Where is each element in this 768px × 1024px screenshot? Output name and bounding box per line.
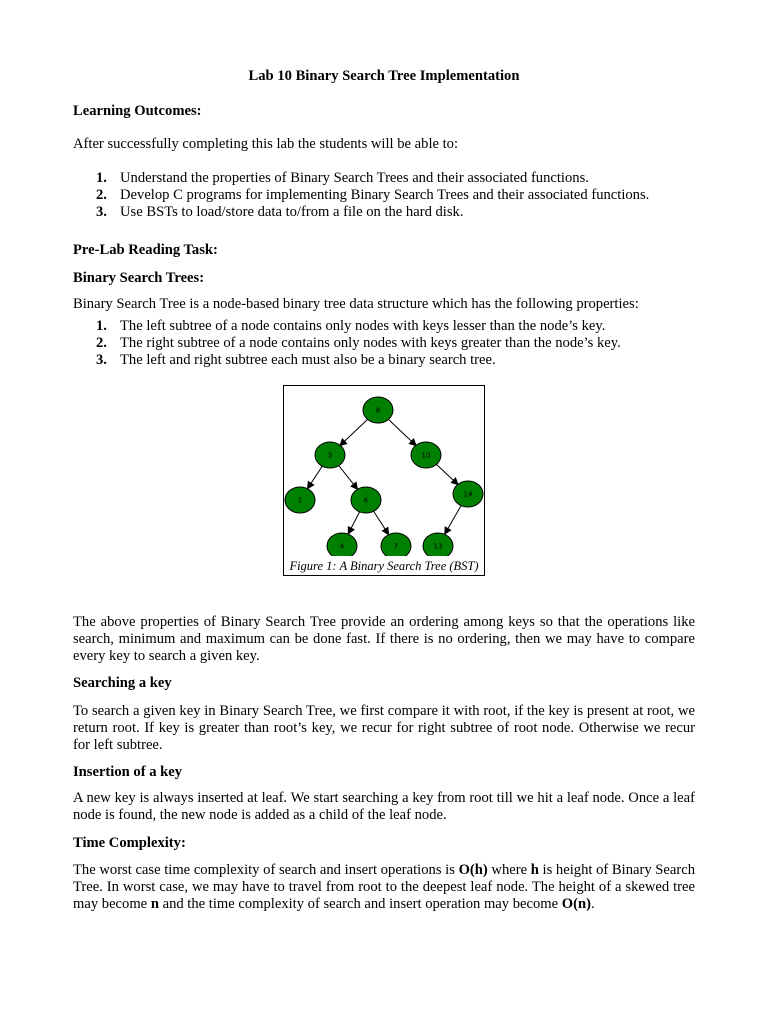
tree-node-10: [411, 442, 441, 468]
list-item: [73, 170, 695, 187]
tree-node-1: [285, 487, 315, 513]
tree-edge-8-3: [340, 419, 368, 446]
tree-node-14: [453, 481, 483, 507]
bst-properties-list: [73, 318, 695, 369]
list-number: 1.: [96, 170, 107, 186]
list-text: Develop C programs for implementing Binary Search Trees and their associated functions.: [120, 187, 650, 203]
tree-node-8: [363, 397, 393, 423]
bold-run: h: [530, 862, 539, 878]
tree-node-13: [423, 533, 453, 556]
tree-node-label: 6: [363, 496, 369, 505]
bst-intro: Binary Search Tree is a node-based binary tree data structure which has the following properties:: [73, 296, 639, 312]
list-number: 3.: [96, 204, 107, 220]
bold-run: n: [150, 896, 159, 912]
tree-node-label: 13: [433, 542, 443, 551]
bst-subheading: Binary Search Trees:: [73, 270, 205, 286]
text-run: is height of Binary Search Tree. In worst case, we may have to travel from root to the deepest leaf node. The height of a skewed tree may become: [73, 862, 695, 912]
tree-node-6: [351, 487, 381, 513]
list-item: [73, 352, 695, 369]
tree-edge-14-13: [445, 505, 462, 534]
bold-run: O(n): [561, 896, 591, 912]
tree-edge-3-6: [338, 465, 357, 489]
complexity-paragraph: [73, 862, 695, 913]
list-item: [73, 318, 695, 335]
insertion-paragraph: A new key is always inserted at leaf. We start searching a key from root till we hit a leaf node. Once a leaf node is found, the new node is added as a child of the leaf node.: [73, 790, 695, 823]
list-text: Use BSTs to load/store data to/from a file on the hard disk.: [120, 204, 464, 220]
bst-diagram: [284, 386, 484, 556]
list-item: [73, 187, 695, 204]
list-text: The left and right subtree each must also be a binary search tree.: [120, 352, 496, 368]
insertion-heading: Insertion of a key: [73, 764, 183, 780]
list-text: The left subtree of a node contains only nodes with keys lesser than the node’s key.: [120, 318, 606, 334]
figure-caption: Figure 1: A Binary Search Tree (BST): [289, 559, 479, 573]
bst-figure: [283, 385, 485, 576]
tree-node-3: [315, 442, 345, 468]
text-run: .: [590, 896, 595, 912]
tree-node-4: [327, 533, 357, 556]
list-item: [73, 204, 695, 221]
tree-node-label: 14: [463, 490, 473, 499]
bold-run: O(h): [458, 862, 488, 878]
text-run: where: [487, 862, 531, 878]
tree-node-label: 10: [421, 451, 431, 460]
searching-paragraph: To search a given key in Binary Search Tree, we first compare it with root, if the key is present at root, we return root. If key is greater than root’s key, we recur for right subtree of root node. Otherwise we recur for left subtree.: [73, 703, 695, 753]
tree-node-label: 1: [297, 496, 303, 505]
list-text: Understand the properties of Binary Search Trees and their associated functions.: [120, 170, 589, 186]
tree-node-label: 8: [375, 406, 381, 415]
tree-node-7: [381, 533, 411, 556]
tree-edge-8-10: [388, 419, 416, 446]
learning-outcomes-intro: After successfully completing this lab the students will be able to:: [73, 136, 459, 152]
text-run: and the time complexity of search and insert operation may become: [158, 896, 562, 912]
text-run: The worst case time complexity of search and insert operations is: [73, 862, 459, 878]
list-item: [73, 335, 695, 352]
list-number: 1.: [96, 318, 107, 334]
complexity-heading: Time Complexity:: [73, 835, 186, 851]
tree-edge-6-4: [348, 512, 360, 534]
learning-outcomes-list: [73, 170, 695, 221]
searching-heading: Searching a key: [73, 675, 172, 691]
learning-outcomes-heading: Learning Outcomes:: [73, 103, 202, 119]
list-text: The right subtree of a node contains only nodes with keys greater than the node’s key.: [120, 335, 621, 351]
tree-node-label: 3: [327, 451, 333, 460]
tree-edge-6-7: [373, 511, 388, 535]
tree-node-label: 7: [393, 542, 399, 551]
list-number: 3.: [96, 352, 107, 368]
list-number: 2.: [96, 187, 107, 203]
tree-edge-10-14: [436, 464, 458, 485]
page-title: Lab 10 Binary Search Tree Implementation: [248, 68, 520, 84]
list-number: 2.: [96, 335, 107, 351]
tree-edge-3-1: [307, 466, 322, 489]
properties-paragraph: The above properties of Binary Search Tree provide an ordering among keys so that the operations like search, minimum and maximum can be done fast. If there is no ordering, then we may have to compare every key to search a given key.: [73, 614, 695, 664]
tree-node-label: 4: [339, 542, 345, 551]
prelab-heading: Pre-Lab Reading Task:: [73, 242, 218, 258]
